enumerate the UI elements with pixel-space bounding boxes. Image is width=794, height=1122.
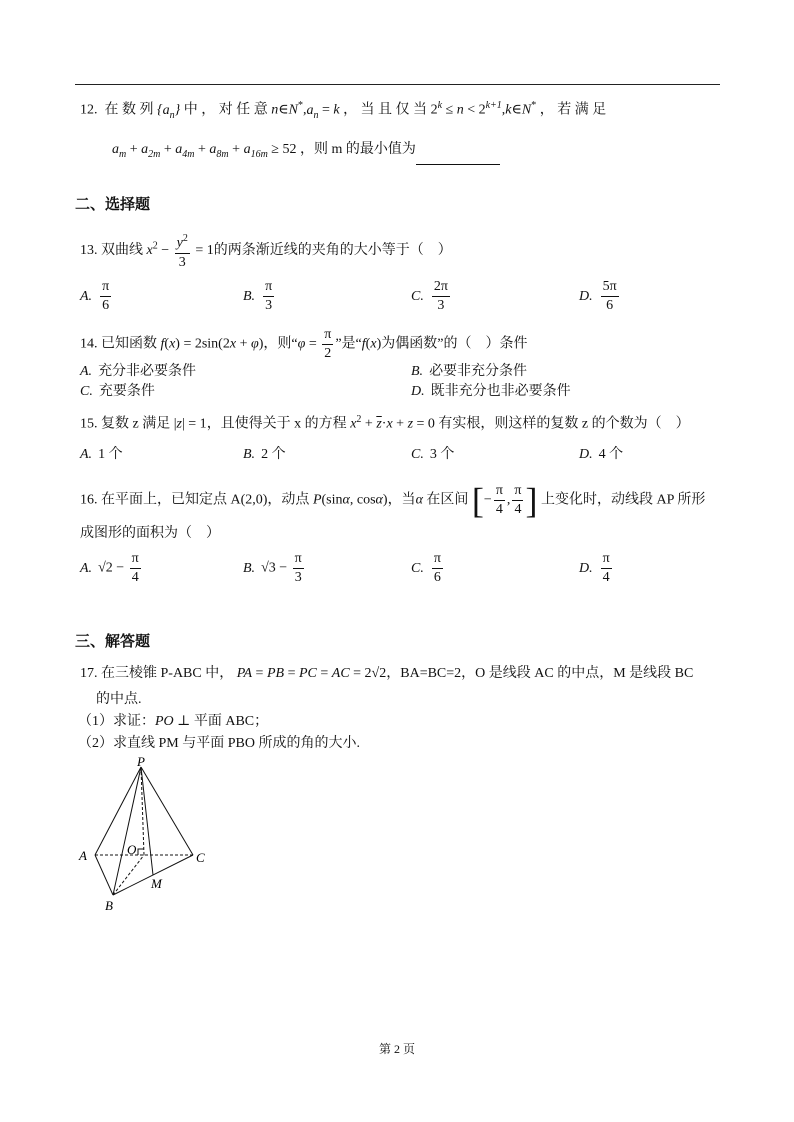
option-b[interactable]: B. $\frac{\pi}{3}$ xyxy=(243,279,273,313)
question-16-stem: 16. 在平面上，已知定点 A(2,0)，动点 P(sinα, cosα)，当α 在区间 [− $\frac{\pi}{4}$ , $\frac{\pi}{4}$ ] 上变化时，动线段 AP 所形 xyxy=(80,480,706,521)
question-12-line-2: $a_m + a_{2m} + a_{4m} + a_{8m} + a_{16m} \ge 52$ ，则 m 的最小值为 xyxy=(112,140,752,165)
question-12-line-1: 12. 在 数 列 $\{a_n\}$ 中 ， 对 任 意 $n\in N^*,a_n = k$ ， 当 且 仅 当 $2^k \le n$ < $2^{k+1},k\in N^*$ ， 若 满 足 xyxy=(80,100,607,121)
question-14-options xyxy=(80,360,720,400)
question-16-stem-cont: 成图形的面积为（ ） xyxy=(80,526,220,541)
edge-pb xyxy=(113,767,141,895)
section-heading-3: 三、解答题 xyxy=(75,632,151,650)
header-rule xyxy=(75,84,720,85)
option-d[interactable]: D. 4 个 xyxy=(579,447,624,462)
question-13-stem: 13. 双曲线 $x^2$ − $\frac{y^2}{3}$ = 1的两条渐近线的夹角的大小等于（ ） xyxy=(80,230,720,272)
edge-pc xyxy=(141,767,193,855)
label-p: P xyxy=(137,755,145,769)
question-15-stem: 15. 复数 z 满足 |z| = 1，且使得关于 x 的方程 $x^2 + \overline{z}\cdot x + z = 0$ 有实根，则这样的复数 z 的个数为（ ） xyxy=(80,414,690,432)
right-angle-mark xyxy=(138,849,144,855)
label-m: M xyxy=(151,876,162,891)
option-b[interactable]: B. √3 − $\frac{\pi}{3}$ xyxy=(243,551,302,585)
question-17-stem-cont: 的中点. xyxy=(96,692,142,707)
question-17-stem: 17. 在三棱锥 P-ABC 中， PA = PB = PC = AC = 2√2，BA=BC=2，O 是线段 AC 的中点，M 是线段 BC xyxy=(80,666,694,681)
question-17-part-2: （2）求直线 PM 与平面 PBO 所成的角的大小. xyxy=(78,736,360,751)
option-c[interactable]: C. $\frac{2\pi}{3}$ xyxy=(411,279,448,313)
option-a[interactable]: A. $\frac{\pi}{6}$ xyxy=(80,279,110,313)
option-d[interactable]: D. 既非充分也非必要条件 xyxy=(411,384,571,399)
option-a[interactable]: A. √2 − $\frac{\pi}{4}$ xyxy=(80,551,139,585)
option-b[interactable]: B. 必要非充分条件 xyxy=(411,364,528,379)
option-a[interactable]: A. 充分非必要条件 xyxy=(80,364,197,379)
answer-blank[interactable] xyxy=(416,150,500,165)
option-a[interactable]: A. 1 个 xyxy=(80,447,123,462)
edge-pm xyxy=(141,767,153,875)
question-14-stem: 14. 已知函数 f(x) = 2sin(2x + φ)，则“φ = $\frac{\pi}{2}$ ”是“f(x)为偶函数”的（ ）条件 xyxy=(80,327,528,361)
label-b: B xyxy=(105,898,113,913)
option-b[interactable]: B. 2 个 xyxy=(243,447,286,462)
label-c: C xyxy=(196,850,205,865)
option-c[interactable]: C. 充要条件 xyxy=(80,384,155,399)
label-a: A xyxy=(79,848,87,863)
page-footer: 第 2 页 xyxy=(378,1042,415,1056)
edge-ab xyxy=(95,855,113,895)
question-17-part-1: （1）求证：PO ⊥ 平面 ABC； xyxy=(78,714,269,729)
section-heading-2: 二、选择题 xyxy=(75,195,151,213)
option-c[interactable]: C. $\frac{\pi}{6}$ xyxy=(411,551,441,585)
option-d[interactable]: D. $\frac{\pi}{4}$ xyxy=(579,551,610,585)
question-number: 12. xyxy=(80,102,98,118)
label-o: O xyxy=(127,842,137,857)
option-d[interactable]: D. $\frac{5\pi}{6}$ xyxy=(579,279,617,313)
tetrahedron-figure xyxy=(75,755,225,915)
option-c[interactable]: C. 3 个 xyxy=(411,447,455,462)
